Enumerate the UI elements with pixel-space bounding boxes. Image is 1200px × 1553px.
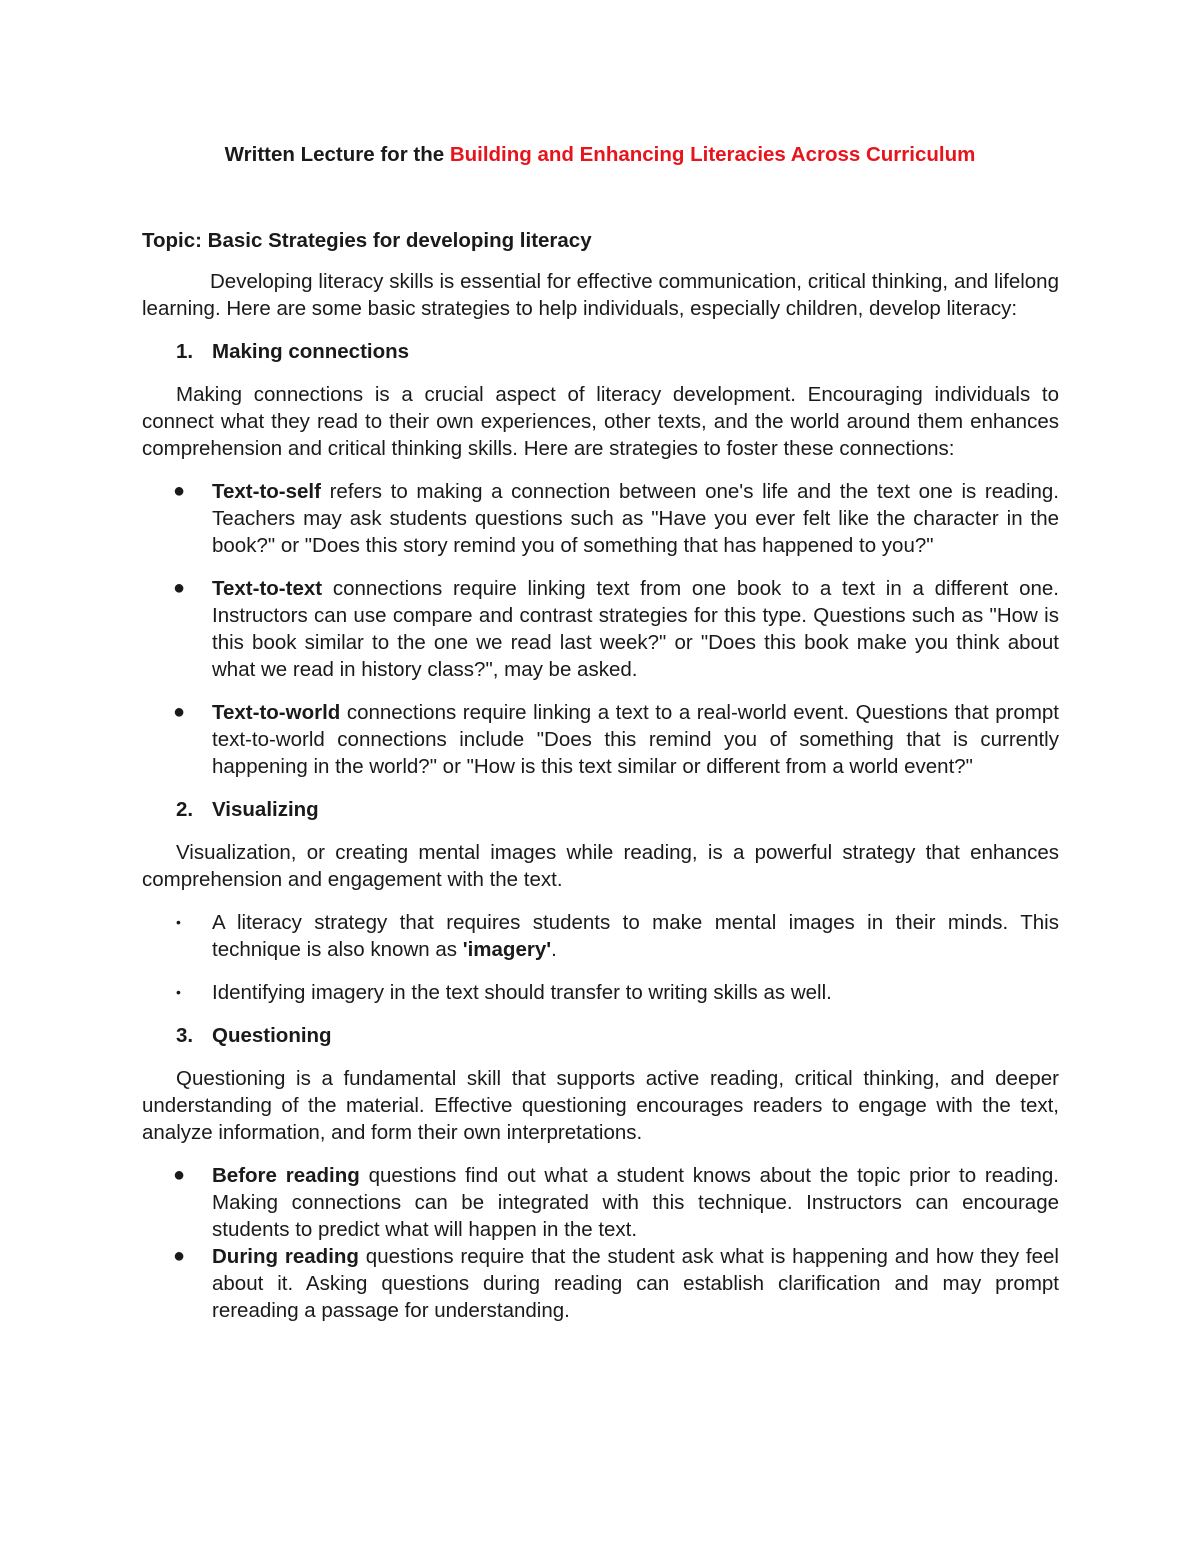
bullet-text-end: . bbox=[551, 938, 557, 961]
list-item bbox=[142, 478, 1059, 559]
list-item bbox=[142, 1162, 1059, 1243]
section-number: 2. bbox=[176, 798, 194, 821]
bullet-term: Text-to-world bbox=[212, 701, 341, 724]
list-item bbox=[142, 1243, 1059, 1324]
bullet-term: 'imagery' bbox=[462, 938, 552, 961]
intro-paragraph: Developing literacy skills is essential for effective communication, critical thinking, and lifelong learning. Here are some basic strategies to help individuals, especially children, develop literacy: bbox=[142, 270, 1059, 320]
section-title: Making connections bbox=[212, 340, 410, 363]
bullet-list-questioning bbox=[142, 1162, 1059, 1324]
section-heading-questioning bbox=[142, 1022, 1059, 1049]
list-item bbox=[142, 909, 1059, 963]
bullet-term: Text-to-text bbox=[212, 577, 323, 600]
list-item bbox=[142, 979, 1059, 1006]
bullet-icon: • bbox=[176, 914, 181, 930]
section-title: Questioning bbox=[212, 1024, 332, 1047]
list-item bbox=[142, 575, 1059, 683]
bullet-text: Identifying imagery in the text should transfer to writing skills as well. bbox=[212, 981, 832, 1004]
bullet-text: questions find out what a student knows about the topic prior to reading. Making connections can be integrated with this technique. Instructors can encourage students to predict what will happen in the text. bbox=[212, 1164, 1059, 1241]
list-item bbox=[142, 699, 1059, 780]
bullet-term: During reading bbox=[212, 1245, 359, 1268]
section-paragraph: Making connections is a crucial aspect of literacy development. Encouraging individuals to connect what they read to their own experiences, other texts, and the world around them enhances comprehension and critical thinking skills. Here are strategies to foster these connections: bbox=[142, 383, 1059, 460]
bullet-icon: ● bbox=[173, 1164, 186, 1186]
section-number: 1. bbox=[176, 340, 194, 363]
bullet-list-visualizing bbox=[142, 909, 1059, 1006]
section-title: Visualizing bbox=[212, 798, 319, 821]
document-title bbox=[0, 142, 1200, 168]
bullet-icon: ● bbox=[173, 1245, 186, 1267]
bullet-icon: ● bbox=[173, 577, 186, 599]
bullet-text: questions require that the student ask what is happening and how they feel about it. Asking questions during reading can establish clarification and may prompt rereading a passage for understanding. bbox=[212, 1245, 1059, 1322]
section-paragraph: Visualization, or creating mental images while reading, is a powerful strategy that enhances comprehension and engagement with the text. bbox=[142, 841, 1059, 891]
bullet-text: connections require linking text from one book to a text in a different one. Instructors can use compare and contrast strategies for this type. Questions such as "How is this book similar to the one we read last week?" or "Does this book make you think about what we read in history class?", may be asked. bbox=[212, 577, 1059, 681]
bullet-term: Before reading bbox=[212, 1164, 360, 1187]
bullet-term: Text-to-self bbox=[212, 480, 321, 503]
bullet-text: A literacy strategy that requires students to make mental images in their minds. This technique is also known as bbox=[212, 911, 1059, 961]
bullet-icon: ● bbox=[173, 480, 186, 502]
title-accent: Building and Enhancing Literacies Across Curriculum bbox=[449, 143, 976, 166]
bullet-icon: • bbox=[176, 984, 181, 1000]
document-body bbox=[142, 268, 1059, 1324]
section-heading-visualizing bbox=[142, 796, 1059, 823]
section-number: 3. bbox=[176, 1024, 194, 1047]
bullet-text: connections require linking a text to a real-world event. Questions that prompt text-to-world connections include "Does this remind you of something that is currently happening in the world?" or "How is this text similar or different from a world event?" bbox=[212, 701, 1059, 778]
section-paragraph: Questioning is a fundamental skill that supports active reading, critical thinking, and deeper understanding of the material. Effective questioning encourages readers to engage with the text, analyze information, and form their own interpretations. bbox=[142, 1067, 1059, 1144]
bullet-icon: ● bbox=[173, 701, 186, 723]
section-heading-making-connections bbox=[142, 338, 1059, 365]
bullet-list-connections bbox=[142, 478, 1059, 780]
topic-heading: Topic: Basic Strategies for developing literacy bbox=[142, 229, 592, 252]
bullet-text: refers to making a connection between one's life and the text one is reading. Teachers may ask students questions such as "Have you ever felt like the character in the book?" or "Does this story remind you of something that has happened to you?" bbox=[212, 480, 1059, 557]
title-prefix: Written Lecture for the bbox=[224, 143, 450, 166]
